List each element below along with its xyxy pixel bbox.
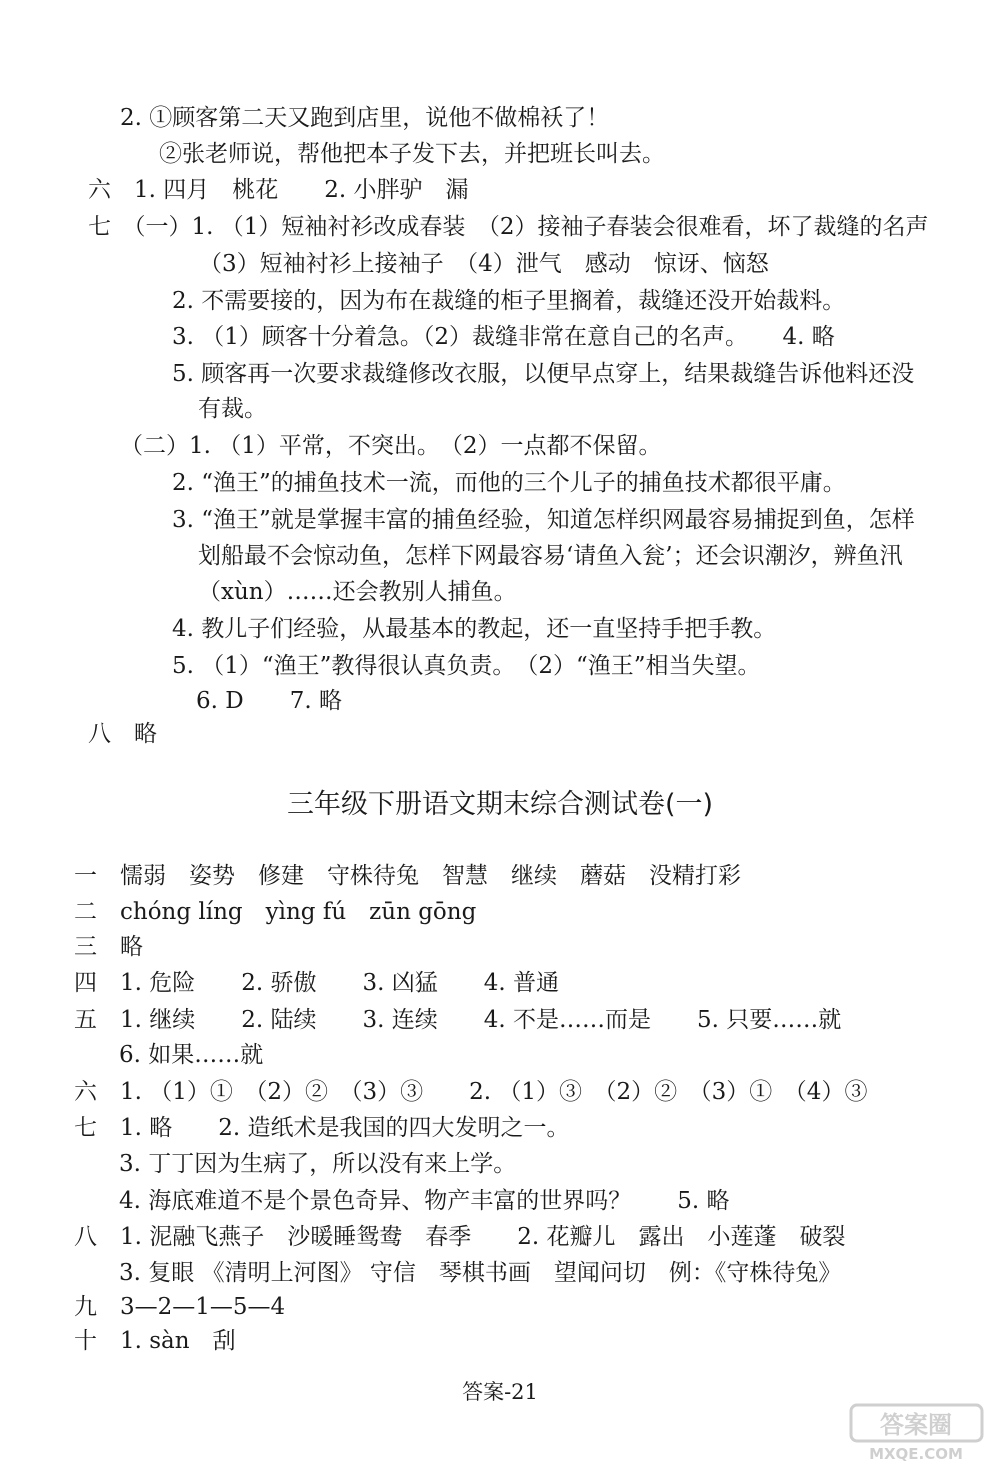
watermark-logo (849, 1403, 984, 1463)
answer-line: 十 1. sàn 刮 (74, 1328, 236, 1354)
answer-line: 二 chóng líng yìng fú zūn gōng (74, 899, 477, 925)
answer-line: 4. 教儿子们经验，从最基本的教起，还一直坚持手把手教。 (172, 616, 777, 642)
answer-line: 六 1. 四月 桃花 2. 小胖驴 漏 (88, 177, 469, 203)
answer-line: 七 （一）1. （1）短袖衬衫改成春装 （2）接袖子春装会很难看，坏了裁缝的名声 (88, 214, 929, 240)
page-footer: 答案-21 (462, 1380, 538, 1404)
svg-text:答案圈: 答案圈 (880, 1411, 952, 1439)
answer-line: ②张老师说，帮他把本子发下去，并把班长叫去。 (159, 141, 665, 167)
answer-line: 一 懦弱 姿势 修建 守株待兔 智慧 继续 蘑菇 没精打彩 (74, 863, 741, 889)
answer-line: 6. D 7. 略 (196, 688, 342, 714)
answer-line: 八 略 (88, 721, 157, 747)
answer-line: 4. 海底难道不是个景色奇异、物产丰富的世界吗？ 5. 略 (119, 1188, 730, 1214)
answer-line: 2. “渔王”的捕鱼技术一流，而他的三个儿子的捕鱼技术都很平庸。 (172, 470, 846, 496)
answer-line: 3. “渔王”就是掌握丰富的捕鱼经验，知道怎样织网最容易捕捉到鱼，怎样 (172, 507, 915, 533)
answer-line: 六 1. （1）① （2）② （3）③ 2. （1）③ （2）② （3）① （4）③ (74, 1079, 868, 1105)
answer-line: 2. ①顾客第二天又跑到店里，说他不做棉袄了！ (120, 105, 610, 131)
answer-line: 四 1. 危险 2. 骄傲 3. 凶猛 4. 普通 (74, 970, 560, 996)
answer-line: 三 略 (74, 934, 143, 960)
answer-line: （二）1. （1）平常，不突出。 （2）一点都不保留。 (120, 433, 662, 459)
section-title: 三年级下册语文期末综合测试卷(一) (286, 789, 714, 820)
answer-line: 3. 丁丁因为生病了，所以没有来上学。 (119, 1151, 517, 1177)
answer-line: 七 1. 略 2. 造纸术是我国的四大发明之一。 (74, 1115, 570, 1141)
answer-line: 3. （1）顾客十分着急。（2）裁缝非常在意自己的名声。 4. 略 (172, 324, 835, 350)
answer-line: 八 1. 泥融飞燕子 沙暖睡鸳鸯 春季 2. 花瓣儿 露出 小莲蓬 破裂 (74, 1224, 846, 1250)
answer-line: 划船最不会惊动鱼，怎样下网最容易‘请鱼入瓮’；还会识潮汐，辨鱼汛 (198, 543, 903, 569)
svg-text:MXQE.COM: MXQE.COM (869, 1445, 963, 1463)
answer-line: 有裁。 (198, 396, 267, 422)
answer-line: 5. （1）“渔王”教得很认真负责。 （2）“渔王”相当失望。 (172, 653, 761, 679)
answer-line: 6. 如果……就 (119, 1042, 264, 1068)
answer-line: 5. 顾客再一次要求裁缝修改衣服，以便早点穿上，结果裁缝告诉他料还没 (172, 361, 915, 387)
answer-line: 五 1. 继续 2. 陆续 3. 连续 4. 不是……而是 5. 只要……就 (74, 1007, 842, 1033)
answer-line: 九 3—2—1—5—4 (74, 1294, 286, 1320)
answer-line: 3. 复眼 《清明上河图》 守信 琴棋书画 望闻问切 例：《守株待兔》 (119, 1260, 842, 1286)
answer-line: （3）短袖衬衫上接袖子 （4）泄气 感动 惊讶、恼怒 (199, 251, 769, 277)
answer-line: 2. 不需要接的，因为布在裁缝的柜子里搁着，裁缝还没开始裁料。 (172, 288, 846, 314)
answer-line: （xùn）……还会教别人捕鱼。 (198, 579, 517, 605)
